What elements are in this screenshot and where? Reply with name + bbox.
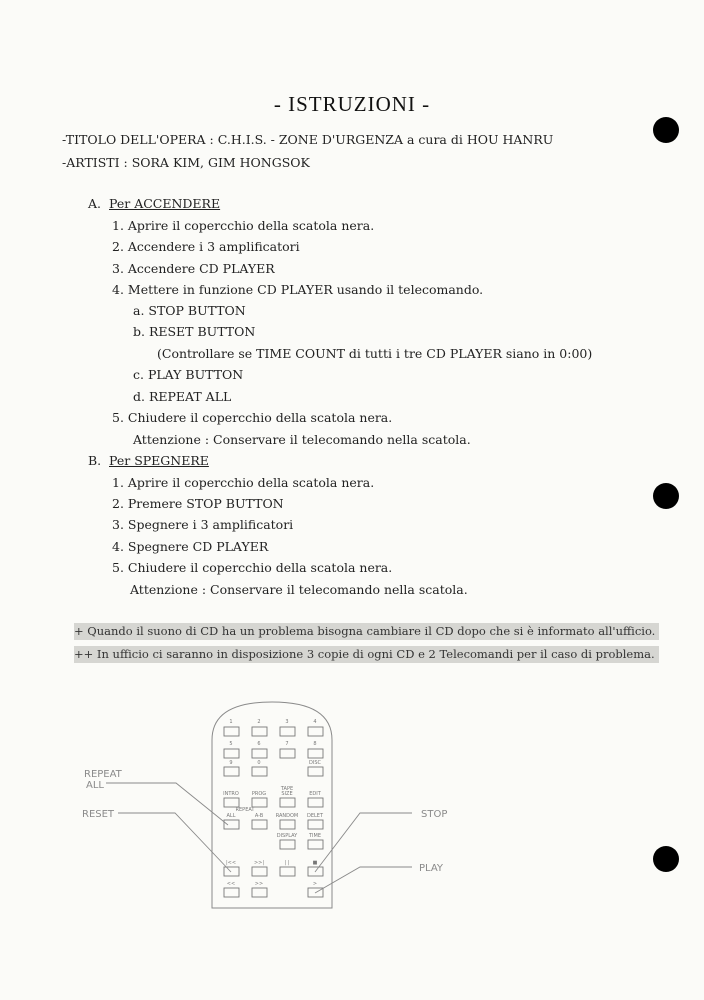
section-a-check-note: (Controllare se TIME COUNT di tutti i tre CD PLAYER siano in 0:00) (157, 346, 593, 361)
meta-artisti: -ARTISTI : SORA KIM, GIM HONGSOK (62, 155, 310, 170)
key-label: RANDOM (275, 813, 299, 819)
key-6-box (252, 749, 267, 758)
key-label: 8 (313, 741, 317, 747)
key-label: EDIT (309, 791, 321, 797)
key-label: |<< (225, 860, 237, 866)
key-ff-box (252, 888, 267, 897)
section-a-subitem: a. STOP BUTTON (133, 303, 246, 318)
key-label: SIZE (281, 791, 293, 797)
key-label: 5 (229, 741, 233, 747)
key-label: 0 (257, 760, 261, 766)
key-label: | | (284, 860, 290, 866)
section-a-subitem: c. PLAY BUTTON (133, 367, 244, 382)
key-label: TAPE (280, 786, 294, 792)
callout-line-stop (312, 813, 412, 872)
key-intro-box (224, 798, 239, 807)
key-label: ■ (312, 860, 318, 866)
section-a-item: 2. Accendere i 3 amplificatori (112, 239, 300, 254)
key-4-box (308, 727, 323, 736)
section-a-item: 3. Accendere CD PLAYER (112, 261, 275, 276)
key-label: REPEAT (235, 807, 255, 813)
section-a-attention: Attenzione : Conservare il telecomando nella scatola. (133, 432, 471, 447)
section-a-subitem: b. RESET BUTTON (133, 324, 256, 339)
key-label: A-B (254, 813, 264, 819)
key-label: >> (254, 881, 264, 887)
note-office-copies: ++ In ufficio ci saranno in disposizione 3 copie di ogni CD e 2 Telecomandi per il caso di problema. (74, 646, 659, 663)
meta-opera: -TITOLO DELL'OPERA : C.H.I.S. - ZONE D'URGENZA a cura di HOU HANRU (62, 132, 554, 147)
callout-line-reset (118, 813, 231, 872)
note-problem-cd: + Quando il suono di CD ha un problema bisogna cambiare il CD dopo che si è informato all'ufficio. (74, 623, 659, 640)
key-label: > (312, 881, 318, 887)
callout-line-play (312, 867, 412, 893)
callout-play: PLAY (419, 863, 444, 874)
key-label: 9 (229, 760, 233, 766)
key-8-box (308, 749, 323, 758)
key-label: 3 (285, 719, 289, 725)
section-b-item: 4. Spegnere CD PLAYER (112, 539, 269, 554)
key-pause-box (280, 867, 295, 876)
key-next-box (252, 867, 267, 876)
key-tape-box (280, 798, 295, 807)
section-a-item: 5. Chiudere il copercchio della scatola nera. (112, 410, 393, 425)
section-b-item: 1. Aprire il copercchio della scatola nera. (112, 475, 375, 490)
section-b-item: 3. Spegnere i 3 amplificatori (112, 517, 294, 532)
key-random-box (280, 820, 295, 829)
key-label: DISPLAY (276, 833, 298, 839)
key-label: 7 (285, 741, 289, 747)
key-7-box (280, 749, 295, 758)
key-label: 6 (257, 741, 261, 747)
key-label: TIME (308, 833, 322, 839)
section-b-item: 2. Premere STOP BUTTON (112, 496, 284, 511)
key-label: << (226, 881, 236, 887)
callout-repeat: REPEAT (84, 769, 122, 780)
key-label: ALL (226, 813, 236, 819)
section-a-letter: A. (88, 196, 102, 211)
key-label: 1 (229, 719, 233, 725)
key-prev-box (224, 867, 239, 876)
key-display-box (280, 840, 295, 849)
key-3-box (280, 727, 295, 736)
key-label: DELET (306, 813, 324, 819)
callout-line-repeat-all (106, 783, 228, 825)
section-a-heading: Per ACCENDERE (109, 196, 221, 211)
section-b-item: 5. Chiudere il copercchio della scatola nera. (112, 560, 393, 575)
callout-stop: STOP (421, 809, 448, 820)
key-2-box (252, 727, 267, 736)
section-b-letter: B. (88, 453, 102, 468)
key-label: 4 (313, 719, 317, 725)
key-label: >>| (253, 860, 265, 866)
key-5-box (224, 749, 239, 758)
section-a-subitem: d. REPEAT ALL (133, 389, 232, 404)
key-0-box (252, 767, 267, 776)
key-prog-box (252, 798, 267, 807)
section-b-heading: Per SPEGNERE (109, 453, 209, 468)
key-edit-box (308, 798, 323, 807)
section-b-attention: Attenzione : Conservare il telecomando nella scatola. (130, 582, 468, 597)
key-label: INTRO (223, 791, 239, 797)
key-9-box (224, 767, 239, 776)
key-ab-box (252, 820, 267, 829)
page-title: - ISTRUZIONI - (273, 92, 431, 116)
key-label: PROG (251, 791, 267, 797)
section-a-item: 4. Mettere in funzione CD PLAYER usando il telecomando. (112, 282, 484, 297)
callout-all: ALL (86, 780, 104, 791)
remote-outline (212, 702, 332, 908)
section-a-item: 1. Aprire il copercchio della scatola nera. (112, 218, 375, 233)
key-1-box (224, 727, 239, 736)
key-rew-box (224, 888, 239, 897)
key-label: DISC (309, 760, 321, 766)
key-repeat-all-box (224, 820, 239, 829)
key-time-box (308, 840, 323, 849)
key-disc-box (308, 767, 323, 776)
key-label: 2 (257, 719, 261, 725)
callout-reset: RESET (82, 809, 115, 820)
key-delete-box (308, 820, 323, 829)
